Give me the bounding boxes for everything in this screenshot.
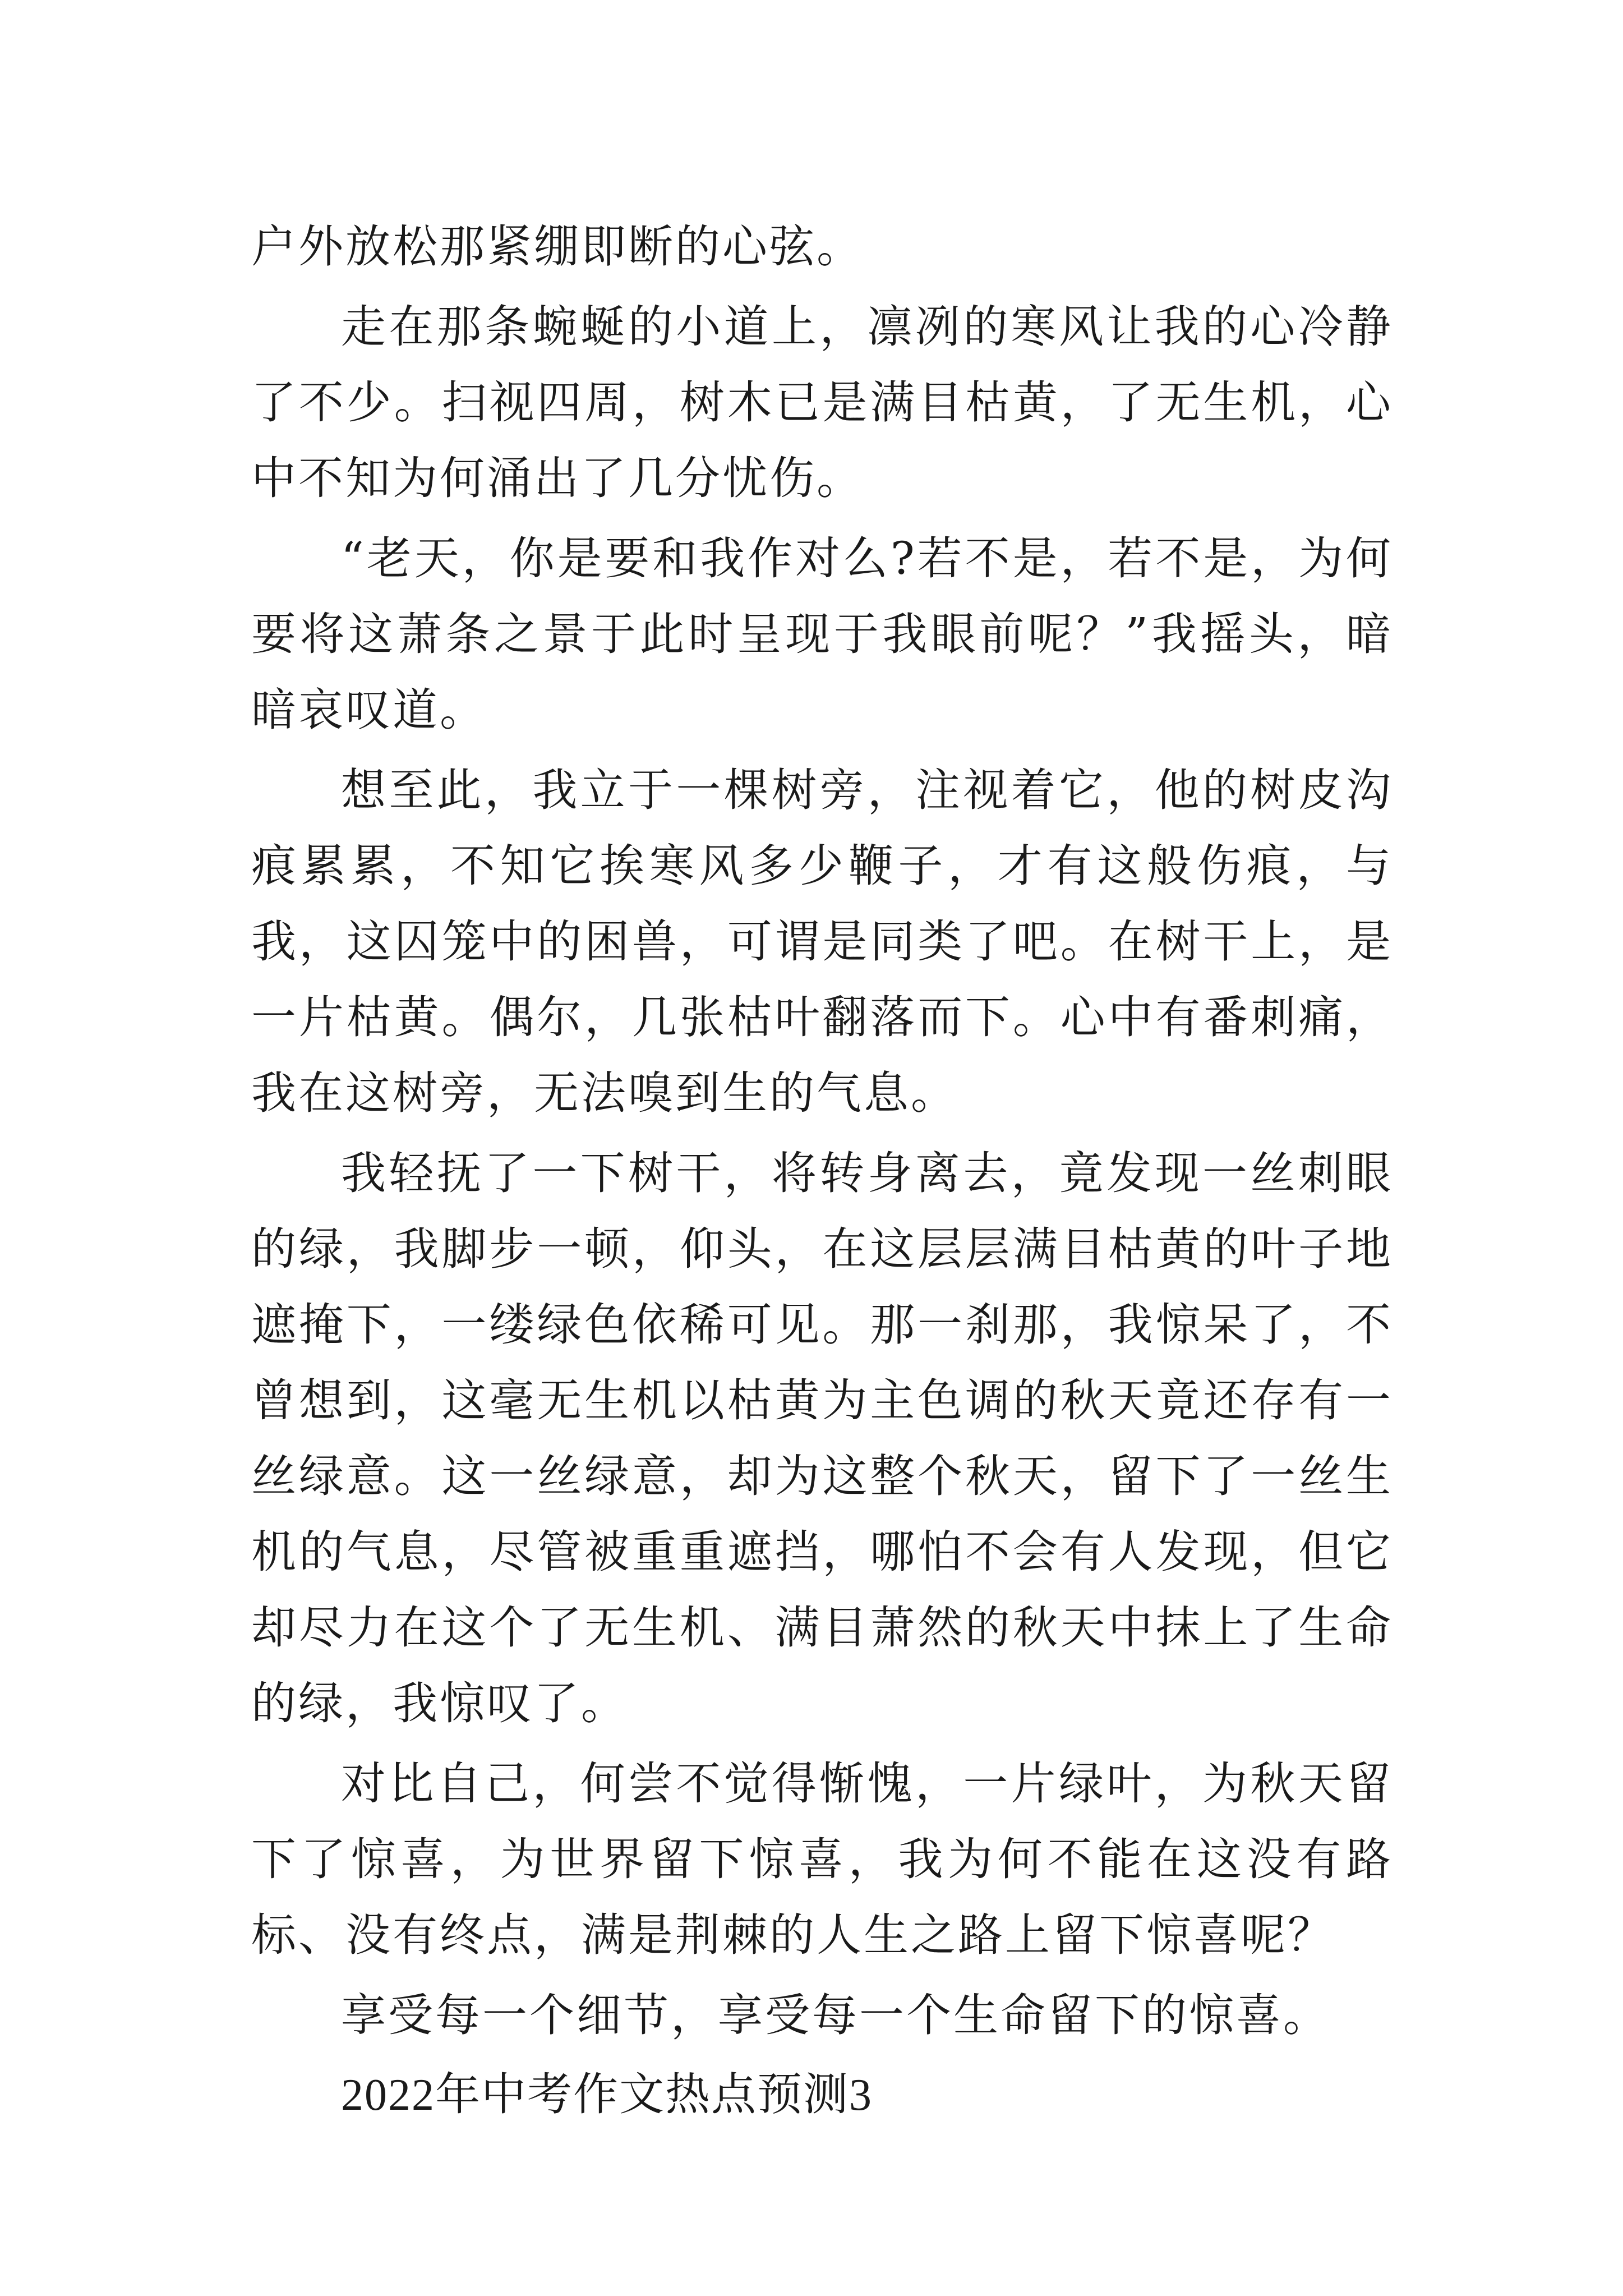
paragraph: 想至此，我立于一棵树旁，注视着它，他的树皮沟痕累累，不知它挨寒风多少鞭子，才有这般伤痕，与我，这囚笼中的困兽，可谓是同类了吧。在树干上，是一片枯黄。偶尔，几张枯叶翻落而下。心中有番刺痛，我在这树旁，无法嗅到生的气息。: [251, 764, 1393, 1119]
section-heading: 2022年中考作文热点预测3: [341, 2070, 873, 2120]
paragraph: “老天，你是要和我作对么?若不是，若不是，为何要将这萧条之景于此时呈现于我眼前呢？”我摇头，暗暗哀叹道。: [251, 532, 1393, 736]
paragraph: 享受每一个细节，享受每一个生命留下的惊喜。: [341, 1989, 1330, 2041]
document-body: [251, 209, 1393, 2133]
paragraph: 走在那条蜿蜒的小道上，凛冽的寒风让我的心冷静了不少。扫视四周，树木已是满目枯黄，了无生机，心中不知为何涌出了几分忧伤。: [251, 301, 1393, 504]
paragraph: 我轻抚了一下树干，将转身离去，竟发现一丝刺眼的绿，我脚步一顿，仰头，在这层层满目枯黄的叶子地遮掩下，一缕绿色依稀可见。那一刹那，我惊呆了，不曾想到，这毫无生机以枯黄为主色调的秋天竟还存有一丝绿意。这一丝绿意，却为这整个秋天，留下了一丝生机的气息，尽管被重重遮挡，哪怕不会有人发现，但它却尽力在这个了无生机、满目萧然的秋天中抹上了生命的绿，我惊叹了。: [251, 1147, 1393, 1729]
paragraph-continuation: 户外放松那紧绷即断的心弦。: [251, 220, 864, 273]
paragraph: 对比自己，何尝不觉得惭愧，一片绿叶，为秋天留下了惊喜，为世界留下惊喜，我为何不能在这没有路标、没有终点，满是荆棘的人生之路上留下惊喜呢？: [251, 1757, 1393, 1961]
